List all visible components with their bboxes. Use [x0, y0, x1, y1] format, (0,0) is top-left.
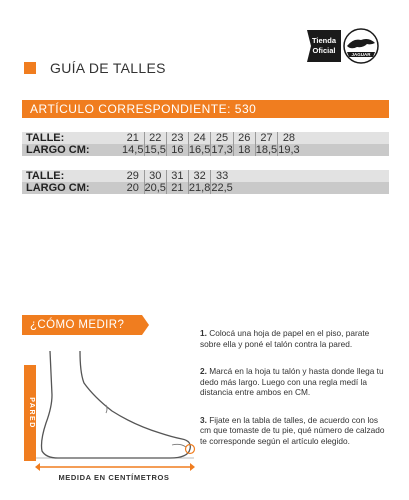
talle-label: TALLE:	[22, 170, 122, 182]
talle-cell: 26	[233, 132, 255, 144]
largo-cell: 22,5	[211, 182, 233, 194]
largo-cell: 20,5	[144, 182, 166, 194]
largo-cell: 17,3	[211, 144, 233, 156]
foot-outline	[42, 351, 191, 458]
size-table-2	[22, 170, 389, 194]
largo-cell: 16,5	[188, 144, 211, 156]
talle-cell: 21	[122, 132, 144, 144]
step-3: 3. Fijate en la tabla de talles, de acuerdo con los cm que tomaste de tu pie, qué número de calzado te corresponde según el artículo elegido.	[200, 414, 385, 446]
talle-cell: 23	[166, 132, 188, 144]
talle-cell: 31	[166, 170, 188, 182]
talle-cell: 30	[144, 170, 166, 182]
largo-label: LARGO CM:	[22, 144, 122, 156]
page-title	[24, 60, 166, 76]
largo-cell: 20	[122, 182, 144, 194]
largo-cell: 19,3	[278, 144, 300, 156]
largo-cell: 21,8	[188, 182, 211, 194]
article-bar: ARTÍCULO CORRESPONDIENTE: 530	[22, 100, 389, 118]
page-title-text: GUÍA DE TALLES	[50, 60, 166, 76]
logo-brand: JAGUAR	[351, 52, 371, 57]
talle-cell: 24	[188, 132, 210, 144]
table-row-largo	[22, 144, 389, 156]
talle-cell: 32	[188, 170, 210, 182]
table-row-talle	[22, 132, 389, 144]
talle-cell: 22	[144, 132, 166, 144]
step-1: 1. Colocá una hoja de papel en el piso, parate sobre ella y poné el talón contra la pared.	[200, 328, 370, 349]
measure-label: MEDIDA EN CENTÍMETROS	[58, 473, 170, 482]
foot-illustration	[22, 345, 202, 485]
largo-cell: 18	[233, 144, 255, 156]
tienda-oficial-jaguar-logo	[301, 26, 385, 66]
talle-cell: 33	[211, 170, 233, 182]
step-2: 2. Marcá en la hoja tu talón y hasta donde llega tu dedo más largo. Luego con una regla medí la distancia entre ambos en CM.	[200, 366, 384, 397]
largo-cell: 15,5	[144, 144, 166, 156]
talle-cell: 29	[122, 170, 144, 182]
wall-label: PARED	[28, 397, 35, 429]
largo-label: LARGO CM:	[22, 182, 122, 194]
talle-label: TALLE:	[22, 132, 122, 144]
table-row-talle	[22, 170, 389, 182]
logo-line1: Tienda	[311, 36, 337, 45]
largo-cell: 21	[166, 182, 188, 194]
size-table-1	[22, 132, 389, 156]
talle-cell: 28	[278, 132, 300, 144]
logo-line2: Oficial	[312, 46, 336, 55]
talle-cell: 27	[255, 132, 277, 144]
largo-cell: 14,5	[122, 144, 144, 156]
table-row-largo	[22, 182, 389, 194]
how-to-measure-label: ¿CÓMO MEDIR?	[22, 315, 142, 335]
talle-cell: 25	[211, 132, 233, 144]
largo-cell: 16	[166, 144, 188, 156]
largo-cell: 18,5	[255, 144, 278, 156]
instructions	[200, 328, 390, 463]
title-square-icon	[24, 62, 36, 74]
